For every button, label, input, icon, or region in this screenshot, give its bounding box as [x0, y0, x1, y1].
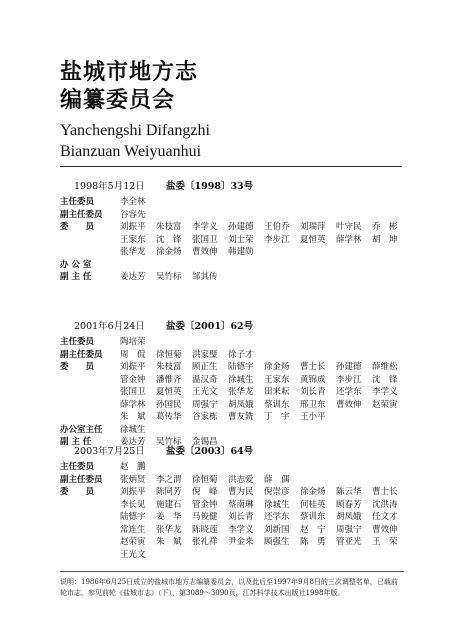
- section-date: 1998年5月12日: [74, 181, 145, 192]
- role-row: [60, 361, 410, 424]
- role-label: 主任委员: [60, 337, 95, 347]
- role-row: [60, 474, 410, 487]
- member-name: 刘士荣: [228, 234, 254, 245]
- member-names: [120, 474, 410, 487]
- role-row: [60, 349, 410, 362]
- role-row: [60, 271, 410, 284]
- section-date: 2003年7月25日: [74, 446, 145, 457]
- role-label: 副主任委员: [60, 209, 103, 220]
- title-cn-line1: 盐城市地方志: [60, 59, 199, 85]
- member-name: 徐金炀: [264, 362, 290, 372]
- member-name: 徐恒菊: [192, 474, 218, 485]
- member-names: [120, 486, 410, 561]
- member-name: 王家东: [264, 374, 290, 385]
- role-label: 主任委员: [60, 462, 95, 472]
- title-divider: [60, 166, 402, 167]
- member-name: 邢卫东: [300, 399, 326, 410]
- member-name: 曹效伸: [372, 524, 398, 535]
- member-name: 刘振平: [120, 487, 146, 497]
- member-name: 谷容先: [120, 209, 146, 220]
- committee-section: [60, 180, 410, 284]
- member-name: 陈 勇: [300, 537, 326, 547]
- member-name: 孙建德: [228, 222, 254, 232]
- committee-section: [60, 445, 410, 561]
- member-name: 刘长青: [300, 387, 326, 397]
- member-name: 赵荣寅: [372, 399, 398, 410]
- member-names: [120, 349, 410, 362]
- member-name: 张华龙: [156, 524, 182, 535]
- member-name: 吴竹标: [156, 272, 182, 282]
- member-name: 还学东: [264, 512, 290, 522]
- member-name: 还学东: [336, 387, 362, 397]
- member-name: 常连生: [120, 524, 146, 535]
- member-name: 刘长青: [228, 512, 254, 522]
- footnote: 说明：1986年6月25日成立的盐城市地方志编纂委员会，以及此后至1997年9月8日的三次调整名单，已载前轮市志。参见前轮《盐城市志》（下），第3089～3090页，江苏科学技术出版社1998年版。: [60, 578, 398, 597]
- member-names: [120, 221, 410, 259]
- member-name: 蔡训东: [300, 512, 326, 522]
- member-name: 张礼祥: [192, 537, 218, 547]
- member-name: 张华龙: [228, 387, 254, 397]
- member-name: 丁 宇: [264, 412, 290, 422]
- member-name: 顾正生: [192, 362, 218, 372]
- member-name: 刘瑞萍: [300, 222, 326, 232]
- member-name: 刘振平: [120, 222, 146, 232]
- member-name: 李步江: [336, 374, 362, 385]
- section-header: [60, 320, 410, 336]
- member-name: 倪 峰: [192, 487, 218, 497]
- member-name: 徐恒菊: [156, 349, 182, 360]
- member-name: 洪志爱: [228, 474, 254, 485]
- member-names: [120, 209, 410, 222]
- member-name: 何桂英: [300, 499, 326, 510]
- role-row: [60, 209, 410, 222]
- member-name: 徐城生: [264, 499, 290, 510]
- member-name: 周 侃: [120, 349, 146, 360]
- member-name: 李步江: [264, 234, 290, 245]
- member-name: 孙建德: [336, 362, 362, 372]
- member-name: 洪家璧: [192, 349, 218, 360]
- member-name: 孙国民: [156, 399, 182, 410]
- member-name: 徐城生: [120, 424, 146, 435]
- member-name: 王家东: [120, 234, 146, 245]
- member-name: 徐金炀: [156, 247, 182, 257]
- member-name: 金锡昌: [192, 437, 218, 447]
- member-name: 薛学林: [120, 399, 146, 410]
- member-name: 张炳贤: [120, 474, 146, 485]
- role-label: 委 员: [60, 487, 95, 497]
- role-row: [60, 424, 410, 437]
- member-name: 徐子才: [228, 349, 254, 360]
- member-name: 王伯乔: [264, 222, 290, 232]
- section-document-number: 盐委〔2003〕64号: [166, 446, 254, 457]
- member-name: 谷家栋: [192, 412, 218, 422]
- member-name: 曹为民: [228, 487, 254, 497]
- member-name: 朱 斌: [120, 412, 146, 422]
- member-name: 夏恒英: [156, 387, 182, 397]
- member-name: 吴竹标: [156, 437, 182, 447]
- member-name: 潘惟齐: [156, 374, 182, 385]
- member-name: 顾强生: [264, 537, 290, 547]
- member-name: 黄锦成: [300, 374, 326, 385]
- member-name: 朱 斌: [156, 537, 182, 547]
- title-en-line2: Bianzuan Weiyuanhui: [60, 143, 202, 160]
- member-name: 徐金炀: [300, 487, 326, 497]
- member-name: 乔 彬: [372, 222, 398, 232]
- member-name: 姜达芳: [120, 272, 146, 282]
- member-name: 朱枝富: [156, 222, 182, 232]
- member-name: 陆德宇: [228, 362, 254, 372]
- member-name: 顾春芳: [336, 499, 362, 510]
- member-names: [120, 361, 410, 424]
- member-name: 胡凤娥: [228, 399, 254, 410]
- role-label: 副主任委员: [60, 349, 103, 360]
- member-name: 葛传华: [156, 412, 182, 422]
- section-date: 2001年6月24日: [74, 321, 145, 332]
- member-name: 王光文: [120, 549, 146, 560]
- title-cn-line2: 编纂委员会: [60, 87, 176, 113]
- role-label: 办公室主任: [60, 424, 103, 435]
- member-name: 姜 华: [156, 512, 182, 522]
- member-name: 王小平: [300, 412, 326, 422]
- member-name: 李学义: [372, 387, 398, 397]
- member-name: 任文才: [372, 512, 398, 522]
- member-name: 陈云华: [336, 487, 362, 497]
- role-label: 副主任委员: [60, 474, 103, 485]
- member-name: 倪崇彦: [264, 487, 290, 497]
- member-name: 管亚光: [336, 537, 362, 547]
- member-name: 张国卫: [120, 387, 146, 397]
- member-name: 蔡南琳: [228, 499, 254, 510]
- member-name: 温汉奇: [192, 374, 218, 385]
- role-row: [60, 221, 410, 259]
- member-name: 徐城生: [228, 374, 254, 385]
- member-names: [120, 461, 410, 474]
- member-name: 沈 锋: [372, 374, 398, 385]
- member-name: 王 荣: [372, 537, 398, 547]
- member-name: 管金钟: [120, 374, 146, 385]
- member-name: 邹其传: [192, 272, 218, 282]
- member-name: 王光文: [192, 387, 218, 397]
- member-name: 朱枝富: [156, 362, 182, 372]
- member-name: 薛维松: [372, 362, 398, 372]
- member-name: 曹士长: [372, 487, 398, 497]
- role-row: [60, 336, 410, 349]
- member-names: [120, 196, 410, 209]
- member-name: 曹友銑: [228, 412, 254, 422]
- member-name: 蔡训东: [264, 399, 290, 410]
- member-name: 陈晓莲: [192, 524, 218, 535]
- member-name: 沈洪涛: [372, 499, 398, 510]
- section-document-number: 盐委〔2001〕62号: [166, 321, 254, 332]
- member-name: 曹士长: [300, 362, 326, 372]
- member-name: 周强宁: [192, 399, 218, 410]
- member-name: 田来耘: [264, 387, 290, 397]
- member-name: 陆德宇: [120, 512, 146, 522]
- role-row: [60, 486, 410, 561]
- member-name: 陈同芳: [156, 487, 182, 497]
- role-label: 副 主 任: [60, 437, 92, 447]
- member-name: 姜达芳: [120, 437, 146, 447]
- member-name: 施建石: [156, 499, 182, 510]
- section-document-number: 盐委〔1998〕33号: [166, 181, 254, 192]
- committee-section: [60, 320, 410, 449]
- member-name: 李学义: [192, 222, 218, 232]
- member-name: 胡 坤: [372, 234, 398, 245]
- member-names: [120, 336, 410, 349]
- member-name: 李长见: [120, 499, 146, 510]
- member-name: 张华龙: [120, 247, 146, 257]
- member-name: 马俊健: [192, 512, 218, 522]
- member-name: 赵 宁: [300, 524, 326, 535]
- member-name: 刘振平: [120, 362, 146, 372]
- role-row: [60, 461, 410, 474]
- title-en-line1: Yanchengshi Difangzhi: [60, 122, 210, 139]
- role-label: 办 公 室: [60, 259, 92, 270]
- section-header: [60, 445, 410, 461]
- member-names: [120, 259, 410, 272]
- member-name: 薛学林: [336, 234, 362, 245]
- footnote-divider: [60, 571, 404, 572]
- role-label: 委 员: [60, 362, 95, 372]
- member-name: 薛 偶: [264, 474, 290, 485]
- member-name: 李全林: [120, 197, 146, 207]
- member-name: 夏恒英: [300, 234, 326, 245]
- member-name: 沈 锋: [156, 234, 182, 245]
- role-label: 副 主 任: [60, 272, 92, 282]
- member-name: 刘新国: [264, 524, 290, 535]
- member-name: 陶培荣: [120, 337, 146, 347]
- member-name: 曹效伸: [192, 247, 218, 257]
- title-block: [60, 58, 210, 162]
- member-name: 周强宁: [336, 524, 362, 535]
- member-name: 赵荣寅: [120, 537, 146, 547]
- member-names: [120, 271, 410, 284]
- member-names: [120, 424, 410, 437]
- member-name: 李之渭: [156, 474, 182, 485]
- role-row: [60, 259, 410, 272]
- member-name: 叶守民: [336, 222, 362, 232]
- role-row: [60, 196, 410, 209]
- member-name: 曹效伸: [336, 399, 362, 410]
- member-name: 赵 鹏: [120, 462, 146, 472]
- member-name: 胡凤娥: [336, 512, 362, 522]
- member-name: 管金钟: [192, 499, 218, 510]
- member-name: 张国卫: [192, 234, 218, 245]
- member-name: 李学义: [228, 524, 254, 535]
- member-name: 韩建勋: [228, 247, 254, 257]
- member-name: 尹金来: [228, 537, 254, 547]
- role-label: 委 员: [60, 222, 95, 232]
- role-label: 主任委员: [60, 197, 95, 207]
- section-header: [60, 180, 410, 196]
